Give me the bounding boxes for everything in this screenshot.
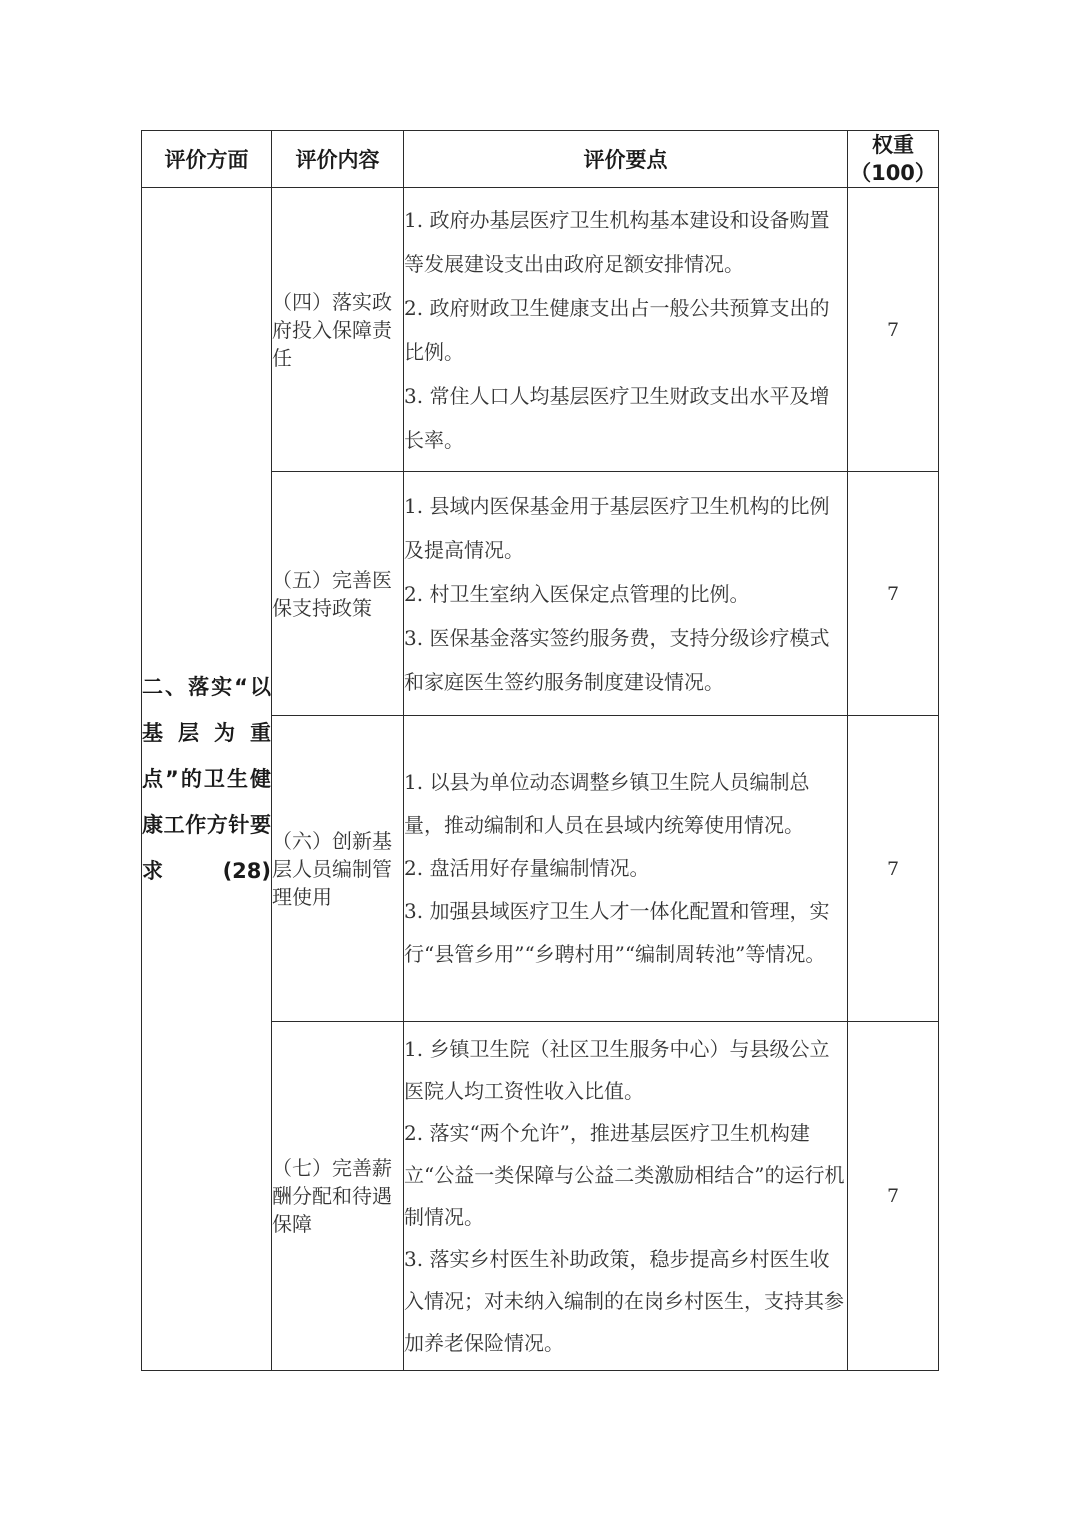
header-row: [142, 131, 939, 188]
points-cell: [404, 716, 848, 1022]
point-item: 3. 落实乡村医生补助政策，稳步提高乡村医生收入情况；对未纳入编制的在岗乡村医生，支持其参加养老保险情况。: [404, 1247, 844, 1355]
point-item: 3. 常住人口人均基层医疗卫生财政支出水平及增长率。: [404, 383, 830, 452]
header-weight: [848, 131, 939, 188]
table-row: [142, 188, 939, 472]
content-cell: （四）落实政府投入保障责任: [272, 188, 404, 472]
point-item: 3. 医保基金落实签约服务费，支持分级诊疗模式和家庭医生签约服务制度建设情况。: [404, 625, 830, 694]
content-cell: （五）完善医保支持政策: [272, 472, 404, 716]
header-weight-total: （100）: [850, 161, 936, 185]
points-cell: [404, 472, 848, 716]
point-item: 2. 政府财政卫生健康支出占一般公共预算支出的比例。: [404, 295, 830, 364]
content-cell: （六）创新基层人员编制管理使用: [272, 716, 404, 1022]
weight-cell: 7: [848, 1022, 939, 1371]
weight-cell: 7: [848, 716, 939, 1022]
point-item: 2. 村卫生室纳入医保定点管理的比例。: [404, 581, 750, 606]
evaluation-table: [141, 130, 939, 1371]
content-cell: （七）完善薪酬分配和待遇保障: [272, 1022, 404, 1371]
point-item: 1. 乡镇卫生院（社区卫生服务中心）与县级公立医院人均工资性收入比值。: [404, 1037, 830, 1103]
aspect-cell: 二、落实“以基层为重点”的卫生健康工作方针要求(28): [142, 188, 272, 1371]
point-item: 1. 县域内医保基金用于基层医疗卫生机构的比例及提高情况。: [404, 493, 830, 562]
weight-cell: 7: [848, 472, 939, 716]
header-aspect: 评价方面: [142, 131, 272, 188]
header-points: 评价要点: [404, 131, 848, 188]
point-item: 2. 盘活用好存量编制情况。: [404, 856, 650, 880]
header-content: 评价内容: [272, 131, 404, 188]
weight-cell: 7: [848, 188, 939, 472]
points-cell: [404, 1022, 848, 1371]
point-item: 1. 以县为单位动态调整乡镇卫生院人员编制总量，推动编制和人员在县域内统筹使用情况。: [404, 770, 810, 837]
header-weight-label: 权重: [872, 133, 914, 157]
point-item: 3. 加强县域医疗卫生人才一体化配置和管理，实行“县管乡用”“乡聘村用”“编制周转池”等情况。: [404, 899, 830, 966]
points-cell: [404, 188, 848, 472]
point-item: 2. 落实“两个允许”，推进基层医疗卫生机构建立“公益一类保障与公益二类激励相结合”的运行机制情况。: [404, 1121, 845, 1229]
point-item: 1. 政府办基层医疗卫生机构基本建设和设备购置等发展建设支出由政府足额安排情况。: [404, 207, 830, 276]
